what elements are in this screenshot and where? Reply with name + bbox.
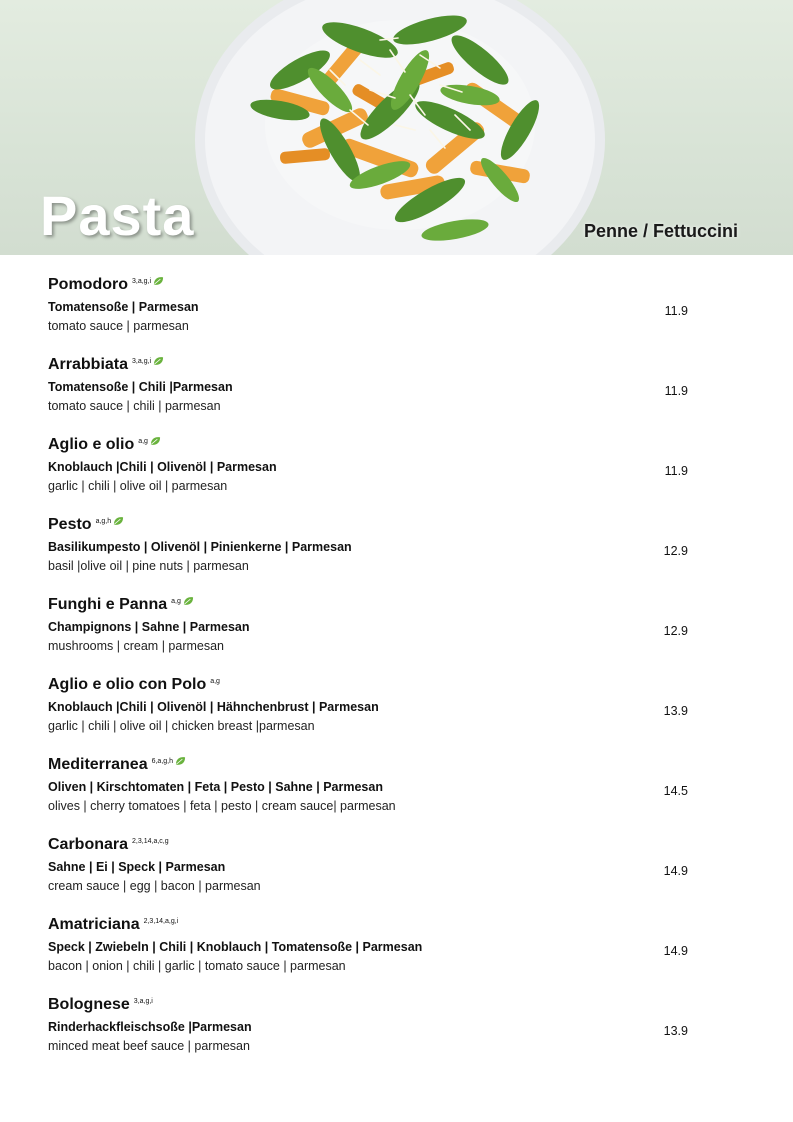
menu-item-price: 11.9	[664, 464, 688, 478]
menu-item-description-en: cream sauce | egg | bacon | parmesan	[48, 879, 261, 893]
menu-item-price: 13.9	[663, 704, 688, 718]
menu-item-price: 14.9	[663, 864, 688, 878]
menu-item-header	[48, 592, 738, 618]
vegetarian-leaf-icon	[113, 516, 124, 526]
menu-item	[48, 992, 738, 1056]
allergen-codes: 3,a,g,i	[132, 278, 152, 285]
menu-item-price: 12.9	[663, 624, 688, 638]
hero-banner	[0, 0, 793, 255]
allergen-codes: 2,3,14,a,g,i	[143, 918, 179, 925]
menu-item-description-de: Tomatensoße | Parmesan	[48, 300, 199, 314]
allergen-codes: a,g	[171, 598, 181, 605]
menu-item-description-en: tomato sauce | parmesan	[48, 319, 189, 333]
menu-item-price: 11.9	[664, 304, 688, 318]
menu-item-header	[48, 512, 738, 538]
menu-item	[48, 752, 738, 816]
menu-item-header	[48, 992, 738, 1018]
menu-item-description-de: Rinderhackfleischsoße |Parmesan	[48, 1020, 252, 1034]
menu-item-description-en: minced meat beef sauce | parmesan	[48, 1039, 250, 1053]
menu-item	[48, 592, 738, 656]
allergen-codes: 6,a,g,h	[151, 758, 174, 765]
menu-item-header	[48, 272, 738, 298]
page-title: Pasta	[40, 184, 195, 247]
allergen-codes: a,g	[138, 438, 148, 445]
menu-item-name: Amatriciana	[48, 916, 140, 933]
menu-item-header	[48, 432, 738, 458]
pasta-type-subtitle: Penne / Fettuccini	[583, 221, 738, 241]
menu-item-description-en: bacon | onion | chili | garlic | tomato sauce | parmesan	[48, 959, 346, 973]
menu-item-price: 11.9	[664, 384, 688, 398]
vegetarian-leaf-icon	[150, 436, 161, 446]
menu-list	[48, 272, 738, 1072]
vegetarian-leaf-icon	[175, 756, 186, 766]
menu-item-description-en: garlic | chili | olive oil | parmesan	[48, 479, 228, 493]
menu-item-name: Aglio e olio con Polo	[48, 676, 207, 693]
menu-item-price: 14.5	[663, 784, 688, 798]
menu-item-name: Pesto	[48, 516, 92, 533]
menu-item-header	[48, 912, 738, 938]
menu-item-name: Pomodoro	[48, 276, 128, 293]
menu-item-description-de: Basilikumpesto | Olivenöl | Pinienkerne | Parmesan	[48, 540, 352, 554]
menu-item-header	[48, 832, 738, 858]
menu-item-description-de: Sahne | Ei | Speck | Parmesan	[48, 860, 226, 874]
menu-item-header	[48, 752, 738, 778]
menu-item	[48, 832, 738, 896]
menu-item-price: 13.9	[663, 1024, 688, 1038]
menu-item-description-en: tomato sauce | chili | parmesan	[48, 399, 221, 413]
menu-item-description-de: Tomatensoße | Chili |Parmesan	[48, 380, 233, 394]
menu-item-description-de: Speck | Zwiebeln | Chili | Knoblauch | Tomatensoße | Parmesan	[48, 940, 423, 954]
menu-item-description-de: Knoblauch |Chili | Olivenöl | Hähnchenbrust | Parmesan	[48, 700, 379, 714]
menu-item-name: Aglio e olio	[48, 436, 135, 453]
vegetarian-leaf-icon	[183, 596, 194, 606]
menu-item	[48, 352, 738, 416]
allergen-codes: 2,3,14,a,c,g	[132, 838, 169, 845]
allergen-codes: 3,a,g,i	[133, 998, 153, 1005]
menu-item-description-de: Champignons | Sahne | Parmesan	[48, 620, 250, 634]
menu-item	[48, 432, 738, 496]
menu-item-description-en: basil |olive oil | pine nuts | parmesan	[48, 559, 249, 573]
menu-item	[48, 912, 738, 976]
menu-item-name: Funghi e Panna	[48, 596, 168, 613]
menu-item-price: 14.9	[663, 944, 688, 958]
menu-item-description-en: mushrooms | cream | parmesan	[48, 639, 224, 653]
allergen-codes: 3,a,g,i	[132, 358, 152, 365]
allergen-codes: a,g	[210, 678, 220, 685]
vegetarian-leaf-icon	[153, 356, 164, 366]
menu-item-description-en: olives | cherry tomatoes | feta | pesto | cream sauce| parmesan	[48, 799, 396, 813]
menu-item-header	[48, 672, 738, 698]
menu-item	[48, 512, 738, 576]
vegetarian-leaf-icon	[153, 276, 164, 286]
menu-item-description-de: Oliven | Kirschtomaten | Feta | Pesto | Sahne | Parmesan	[48, 780, 383, 794]
menu-item-price: 12.9	[663, 544, 688, 558]
menu-item-description-de: Knoblauch |Chili | Olivenöl | Parmesan	[48, 460, 277, 474]
menu-item-name: Carbonara	[48, 836, 129, 853]
menu-item-header	[48, 352, 738, 378]
menu-item-description-en: garlic | chili | olive oil | chicken breast |parmesan	[48, 719, 315, 733]
allergen-codes: a,g,h	[95, 518, 112, 525]
menu-item	[48, 672, 738, 736]
menu-item-name: Arrabbiata	[48, 356, 129, 373]
menu-item-name: Mediterranea	[48, 756, 148, 773]
menu-item	[48, 272, 738, 336]
menu-item-name: Bolognese	[48, 996, 130, 1013]
